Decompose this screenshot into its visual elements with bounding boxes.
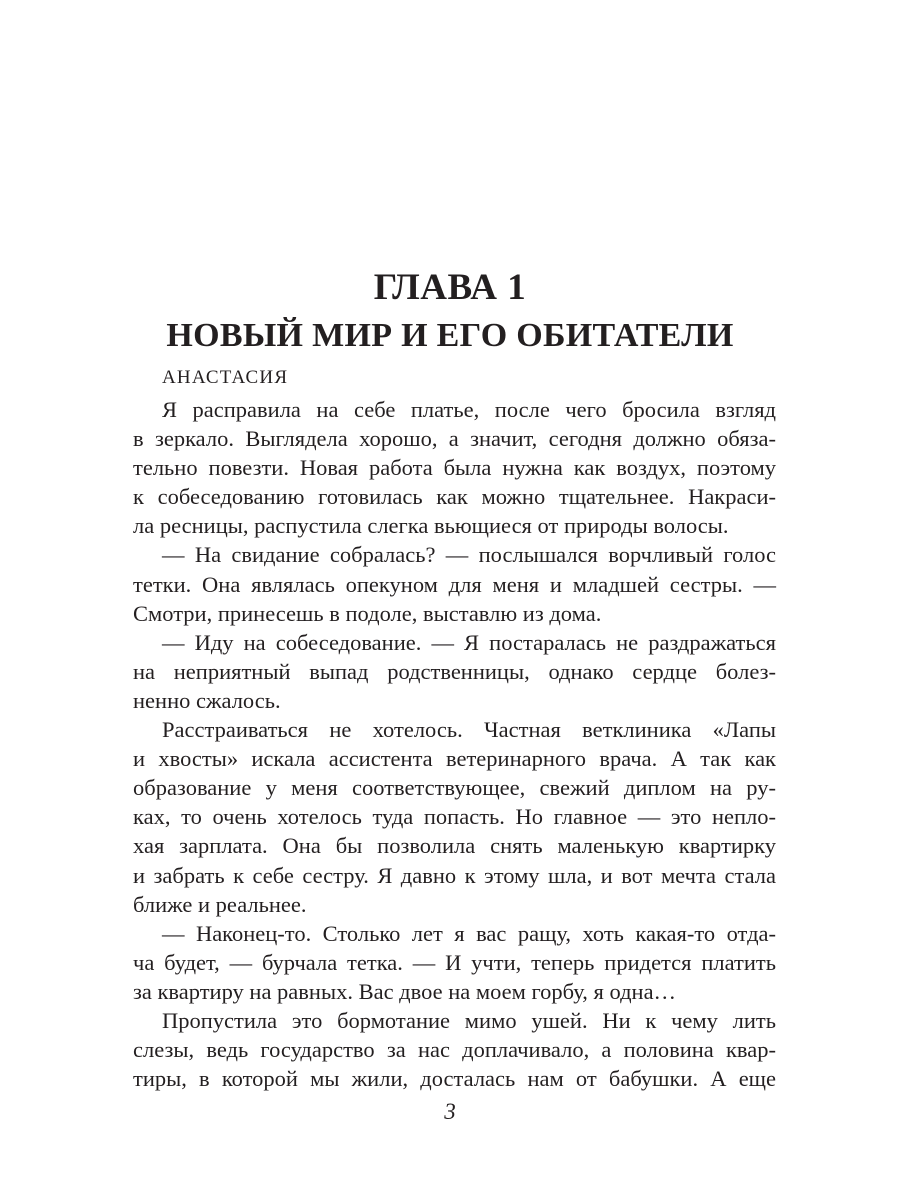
text-line: Расстраиваться не хотелось. Частная ветклиника «Лапы — [162, 717, 776, 743]
text-line: ча будет, — бурчала тетка. — И учти, теперь придется платить — [133, 949, 776, 975]
text-line: за квартиру на равных. Вас двое на моем горбу, я одна… — [133, 978, 677, 1004]
text-line: — Наконец-то. Столько лет я вас ращу, хоть какая-то отда- — [162, 920, 776, 946]
paragraph — [133, 628, 776, 715]
chapter-number: ГЛАВА 1 — [373, 267, 527, 308]
text-line: слезы, ведь государство за нас доплачивало, а половина квар- — [133, 1037, 776, 1063]
text-line: на неприятный выпад родственницы, однако сердце болез- — [133, 658, 776, 684]
narrator-name: АНАСТАСИЯ — [162, 367, 289, 388]
paragraph — [133, 395, 776, 540]
text-line: образование у меня соответствующее, свежий диплом на ру- — [133, 775, 776, 801]
chapter-title: НОВЫЙ МИР И ЕГО ОБИТАТЕЛИ — [166, 317, 734, 354]
text-line: — На свидание собралась? — послышался ворчливый голос — [162, 542, 776, 568]
text-line: тетки. Она являлась опекуном для меня и младшей сестры. — — [133, 571, 776, 597]
text-line: Смотри, принесешь в подоле, выставлю из дома. — [133, 600, 602, 626]
paragraph — [133, 715, 776, 919]
text-line: и хвосты» искала ассистента ветеринарного врача. А так как — [133, 746, 776, 772]
text-line: тиры, в которой мы жили, досталась нам от бабушки. А еще — [133, 1066, 776, 1092]
text-line: в зеркало. Выглядела хорошо, а значит, сегодня должно обяза- — [133, 426, 776, 452]
text-line: ближе и реальнее. — [133, 891, 307, 917]
text-line: к собеседованию готовилась как можно тщательнее. Накраси- — [133, 484, 776, 510]
paragraph — [133, 540, 776, 627]
text-line: Я расправила на себе платье, после чего бросила взгляд — [162, 397, 776, 422]
text-line: — Иду на собеседование. — Я постаралась не раздражаться — [162, 629, 776, 655]
text-line: Пропустила это бормотание мимо ушей. Ни к чему лить — [162, 1007, 776, 1033]
text-line: тельно повезти. Новая работа была нужна как воздух, поэтому — [133, 455, 776, 481]
chapter-heading — [0, 266, 900, 358]
text-line: ла ресницы, распустила слегка вьющиеся от природы волосы. — [133, 513, 729, 539]
text-line: ненно сжалось. — [133, 687, 281, 713]
text-line: хая зарплата. Она бы позволила снять маленькую квартирку — [133, 833, 776, 859]
text-line: ках, то очень хотелось туда попасть. Но главное — это непло- — [133, 804, 776, 830]
text-line: и забрать к себе сестру. Я давно к этому шла, и вот мечта стала — [133, 862, 776, 888]
page-number: 3 — [444, 1099, 456, 1124]
body-text — [133, 395, 776, 1093]
paragraph — [133, 1006, 776, 1093]
paragraph — [133, 919, 776, 1006]
